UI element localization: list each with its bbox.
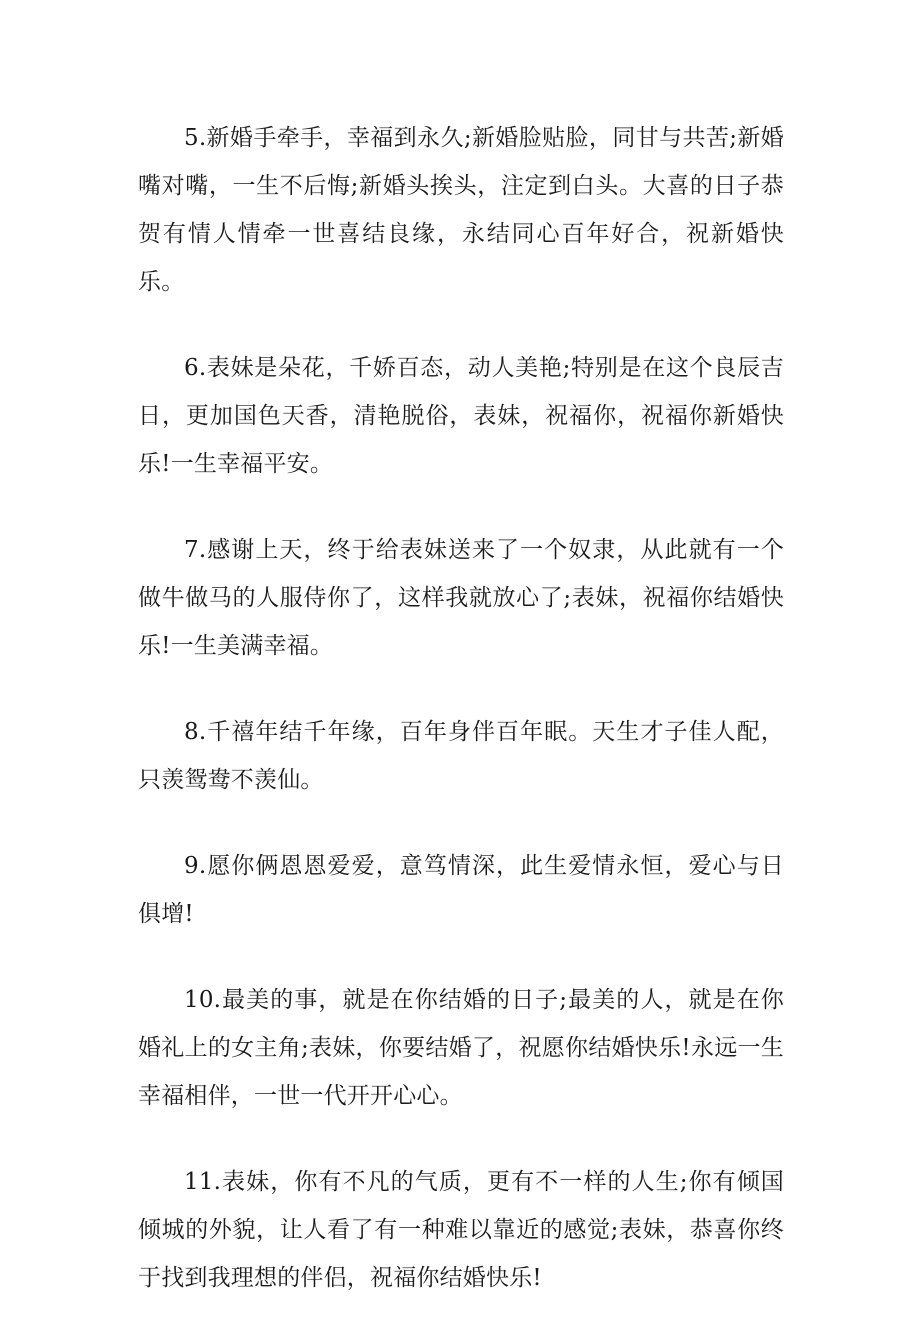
paragraph-8: 8.千禧年结千年缘，百年身伴百年眠。天生才子佳人配，只羡鸳鸯不羡仙。 — [138, 719, 784, 793]
paragraph-9: 9.愿你俩恩恩爱爱，意笃情深，此生爱情永恒，爱心与日俱增! — [138, 853, 784, 927]
paragraph-11: 11.表妹，你有不凡的气质，更有不一样的人生;你有倾国倾城的外貌，让人看了有一种难以靠近的感觉;表妹，恭喜你终于找到我理想的伴侣，祝福你结婚快乐! — [138, 1169, 784, 1291]
paragraph-5: 5.新婚手牵手，幸福到永久;新婚脸贴脸，同甘与共苦;新婚嘴对嘴，一生不后悔;新婚头挨头，注定到白头。大喜的日子恭贺有情人情牵一世喜结良缘，永结同心百年好合，祝新婚快乐。 — [138, 125, 784, 295]
paragraph-10: 10.最美的事，就是在你结婚的日子;最美的人，就是在你婚礼上的女主角;表妹，你要结婚了，祝愿你结婚快乐!永远一生幸福相伴，一世一代开开心心。 — [138, 987, 784, 1109]
paragraph-6: 6.表妹是朵花，千娇百态，动人美艳;特别是在这个良辰吉日，更加国色天香，清艳脱俗，表妹，祝福你，祝福你新婚快乐!一生幸福平安。 — [138, 355, 784, 477]
paragraph-7: 7.感谢上天，终于给表妹送来了一个奴隶，从此就有一个做牛做马的人服侍你了，这样我就放心了;表妹，祝福你结婚快乐!一生美满幸福。 — [138, 537, 784, 659]
document-body — [138, 114, 784, 1340]
